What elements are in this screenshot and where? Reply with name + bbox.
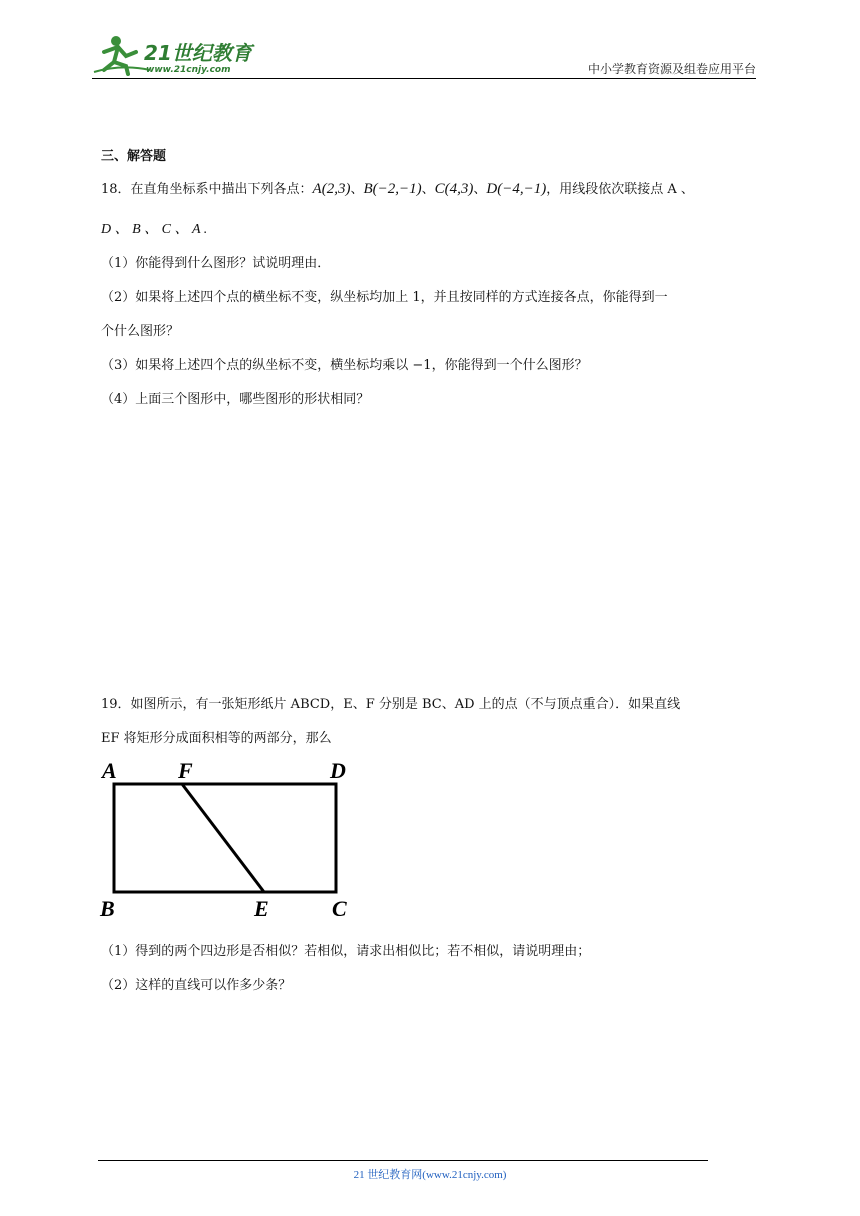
q18-sub3: （3）如果将上述四个点的纵坐标不变，横坐标均乘以 −1，你能得到一个什么图形？ <box>101 358 588 373</box>
q19-sub2: （2）这样的直线可以作多少条？ <box>101 978 292 993</box>
rectangle-abcd <box>114 784 336 892</box>
footer-divider <box>98 1160 708 1161</box>
label-a: A <box>102 758 117 783</box>
header-divider <box>92 78 756 79</box>
q18-sub2b: 个什么图形？ <box>101 324 180 339</box>
q18-intro-end: ，用线段依次联接点 A 、 <box>546 182 694 197</box>
site-logo <box>92 34 262 76</box>
q18-sub4: （4）上面三个图形中，哪些图形的形状相同？ <box>101 392 370 407</box>
point-d: D(−4,−1) <box>486 181 547 197</box>
q19-line2: EF 将矩形分成面积相等的两部分，那么 <box>101 731 332 746</box>
rectangle-figure <box>98 756 368 926</box>
logo-url: www.21cnjy.com <box>146 65 231 75</box>
label-f: F <box>178 758 193 783</box>
label-e: E <box>254 896 269 921</box>
q19-line1: 19．如图所示，有一张矩形纸片 ABCD，E、F 分别是 BC、AD 上的点（不与顶点重合）．如果直线 <box>101 697 681 712</box>
label-b: B <box>100 896 115 921</box>
line-ef <box>182 784 264 892</box>
logo-text: 21世纪教育 <box>144 41 252 65</box>
q18-sub1: （1）你能得到什么图形？试说明理由． <box>101 256 331 271</box>
q19-sub1: （1）得到的两个四边形是否相似？若相似，请求出相似比；若不相似，请说明理由； <box>101 944 591 959</box>
q18-line2: D 、 B 、 C 、 A . <box>101 222 208 237</box>
label-c: C <box>332 896 347 921</box>
label-d: D <box>330 758 346 783</box>
footer-link[interactable]: 21 世纪教育网(www.21cnjy.com) <box>353 1169 507 1181</box>
section-title: 三、解答题 <box>101 149 167 164</box>
header-platform-text: 中小学教育资源及组卷应用平台 <box>587 62 756 76</box>
q18-line1 <box>101 178 694 198</box>
separator: 、 <box>350 182 364 197</box>
point-a: A(2,3) <box>312 181 351 197</box>
point-c: C(4,3) <box>434 181 474 197</box>
separator: 、 <box>421 182 435 197</box>
q18-intro: 18．在直角坐标系中描出下列各点： <box>101 182 313 197</box>
point-b: B(−2,−1) <box>363 181 422 197</box>
q18-sub2a: （2）如果将上述四个点的横坐标不变，纵坐标均加上 1，并且按同样的方式连接各点，你能得到一 <box>101 290 668 305</box>
separator: 、 <box>473 182 487 197</box>
